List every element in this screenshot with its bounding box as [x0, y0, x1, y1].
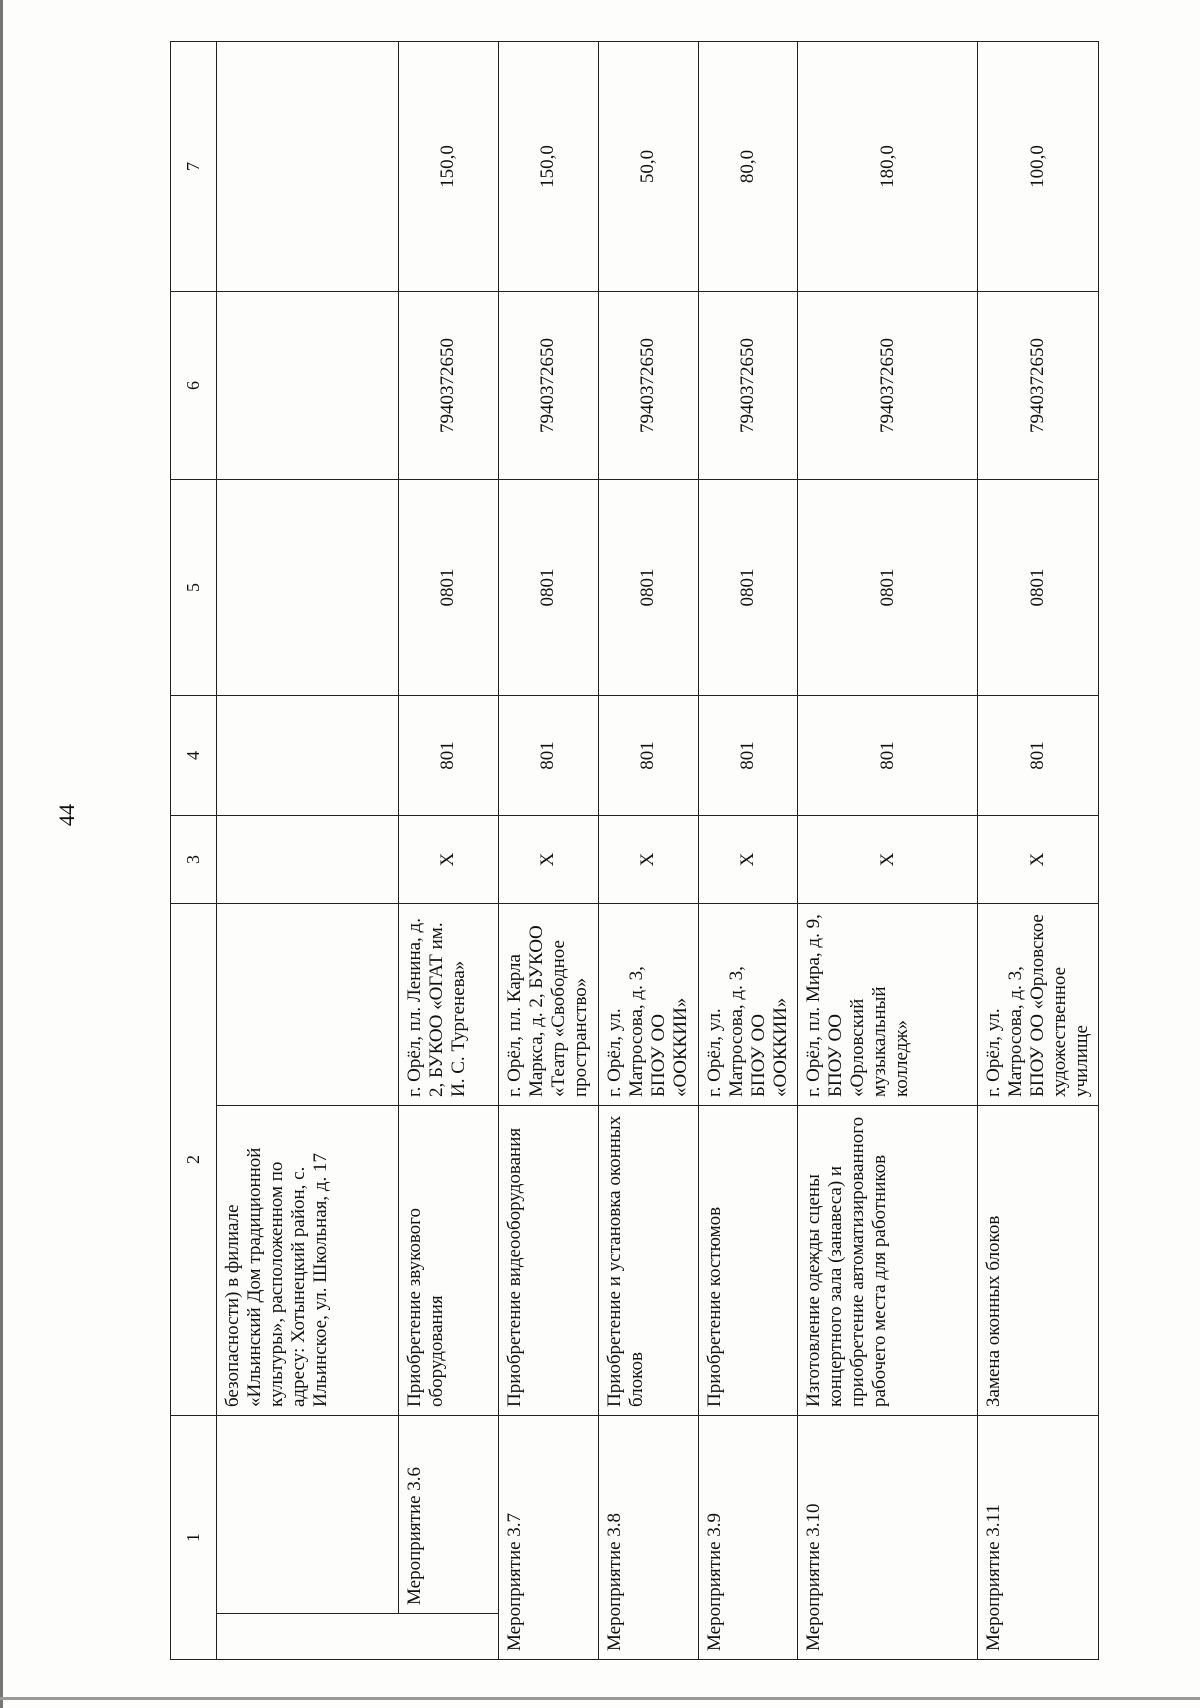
header-row	[171, 42, 217, 1660]
cell-c2: Приобретение костюмов	[699, 1106, 798, 1416]
cell-c4: X	[499, 816, 599, 904]
cell-c7: 7940372650	[798, 292, 978, 480]
table-row	[499, 42, 599, 1660]
cell-c6: 0801	[599, 480, 699, 696]
cell-c8: 180,0	[798, 42, 978, 292]
cell-c8: 50,0	[599, 42, 699, 292]
scan-edge-left	[0, 0, 3, 1708]
page-number: 44	[54, 804, 79, 826]
cell-c4: X	[978, 816, 1099, 904]
cell-c7: 7940372650	[699, 292, 798, 480]
cell-c2: Изготовление одежды сцены концертного зала (занавеса) и приобретение автоматизированного рабочего места для работников	[798, 1106, 978, 1416]
cell-c4: X	[699, 816, 798, 904]
cell-c5: 801	[399, 696, 499, 816]
cell-c4	[217, 816, 399, 904]
cell-c1: Мероприятие 3.9	[699, 1416, 798, 1660]
cell-c6	[217, 480, 399, 696]
cell-c5: 801	[599, 696, 699, 816]
continuation-row	[217, 42, 399, 1660]
cell-c1	[217, 1416, 399, 1614]
cell-c2: Приобретение видеооборудования	[499, 1106, 599, 1416]
cell-c3: г. Орёл, ул. Матросова, д. 3, БПОУ ОО «ООККИИ»	[599, 904, 699, 1106]
cell-c7: 7940372650	[499, 292, 599, 480]
cell-c1: Мероприятие 3.8	[599, 1416, 699, 1660]
cell-c3: г. Орёл, пл. Карла Маркса, д. 2, БУКОО «Театр «Свободное пространство»	[499, 904, 599, 1106]
cell-c8: 100,0	[978, 42, 1099, 292]
cell-c1: Мероприятие 3.6	[399, 1416, 499, 1614]
cell-c7: 7940372650	[599, 292, 699, 480]
cell-c1: Мероприятие 3.10	[798, 1416, 978, 1660]
cell-c3: г. Орёл, ул. Матросова, д. 3, БПОУ ОО «ООККИИ»	[699, 904, 798, 1106]
cell-c5	[217, 696, 399, 816]
header-col-3: 3	[171, 816, 217, 904]
cell-c2: Приобретение и установка оконных блоков	[599, 1106, 699, 1416]
cell-c5: 801	[798, 696, 978, 816]
header-col-7: 7	[171, 42, 217, 292]
scan-edge-bottom	[0, 1697, 1200, 1700]
rotated-table-container	[170, 42, 1096, 1660]
cell-c7: 7940372650	[978, 292, 1099, 480]
cell-c7: 7940372650	[399, 292, 499, 480]
header-col-2: 2	[171, 904, 217, 1416]
cell-c1: Мероприятие 3.11	[978, 1416, 1099, 1660]
cell-c6: 0801	[499, 480, 599, 696]
cell-c6: 0801	[399, 480, 499, 696]
table-row	[399, 42, 499, 1660]
cell-c2: Приобретение звукового оборудования	[399, 1106, 499, 1416]
cell-c4: X	[798, 816, 978, 904]
cell-c5: 801	[699, 696, 798, 816]
table-row	[978, 42, 1099, 1660]
cell-c3: г. Орёл, пл. Мира, д. 9, БПОУ ОО «Орловский музыкальный колледж»	[798, 904, 978, 1106]
header-col-1: 1	[171, 1416, 217, 1660]
cell-c2: Замена оконных блоков	[978, 1106, 1099, 1416]
cell-c3	[217, 904, 399, 1106]
cell-c8: 150,0	[399, 42, 499, 292]
cell-c6: 0801	[798, 480, 978, 696]
cell-c8: 80,0	[699, 42, 798, 292]
cell-c7	[217, 292, 399, 480]
table-row	[599, 42, 699, 1660]
header-col-6: 6	[171, 292, 217, 480]
cell-c4: X	[599, 816, 699, 904]
cell-c4: X	[399, 816, 499, 904]
cell-c8: 150,0	[499, 42, 599, 292]
cell-c6: 0801	[978, 480, 1099, 696]
cell-c6: 0801	[699, 480, 798, 696]
cell-c3: г. Орёл, ул. Матросова, д. 3, БПОУ ОО «Орловское художественное училище	[978, 904, 1099, 1106]
table-row	[798, 42, 978, 1660]
blank-cell	[217, 1614, 499, 1660]
table-row	[699, 42, 798, 1660]
header-col-4: 4	[171, 696, 217, 816]
cell-c3: г. Орёл, пл. Ленина, д. 2, БУКОО «ОГАТ им. И. С. Тургенева»	[399, 904, 499, 1106]
header-col-5: 5	[171, 480, 217, 696]
budget-table	[170, 41, 1099, 1660]
cell-c5: 801	[978, 696, 1099, 816]
cell-c1: Мероприятие 3.7	[499, 1416, 599, 1660]
cell-c8	[217, 42, 399, 292]
cell-c2: безопасности) в филиале «Ильинский Дом традиционной культуры», расположенном по адресу: Хотынецкий район, с. Ильинское, ул. Школьная, д. 17	[217, 1106, 399, 1416]
cell-c5: 801	[499, 696, 599, 816]
